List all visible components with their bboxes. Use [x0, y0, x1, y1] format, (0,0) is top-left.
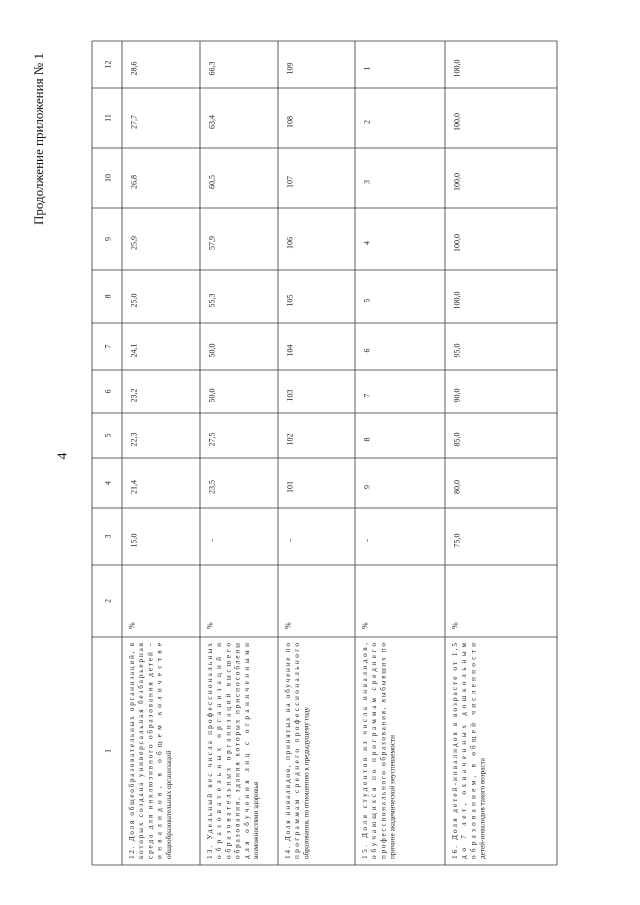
table-grid — [92, 41, 557, 865]
indicator-name-line: инвалидов, в общем количестве — [155, 643, 164, 859]
unit-cell: % — [450, 622, 460, 629]
value-cell: - — [285, 539, 295, 542]
value-cell: 101 — [285, 481, 295, 493]
value-cell: 50,0 — [207, 388, 217, 403]
unit-cell: % — [360, 622, 370, 629]
value-cell: 21,4 — [129, 480, 139, 494]
header-cell: 12 — [103, 60, 113, 69]
value-cell: 90,0 — [452, 388, 462, 403]
header-cell: 3 — [103, 534, 113, 539]
table-row — [284, 63, 311, 860]
value-cell: 66,3 — [207, 61, 217, 76]
value-cell: 55,3 — [207, 293, 217, 308]
header-cell: 4 — [103, 481, 113, 485]
value-cell: 50,0 — [207, 343, 217, 358]
indicator-name-line: возможностями здоровья — [252, 781, 260, 859]
value-cell: 25,0 — [129, 293, 139, 308]
appendix-title-text: Продолжение приложения № 1 — [31, 53, 46, 225]
indicator-name-line: 13. Удельный вес числа профессиональных — [206, 643, 214, 859]
value-cell: 63,4 — [207, 115, 217, 129]
value-cell: 26,8 — [129, 175, 139, 189]
indicator-name-line: 15. Доля студентов из числа инвалидов, — [361, 643, 369, 859]
indicator-name-line: образовательных организаций и — [215, 643, 224, 859]
indicator-name-line: образования, по отношению к предыдущему году — [302, 706, 311, 859]
value-cell: 15,0 — [129, 533, 139, 548]
indicator-name-line: детей-инвалидов такого возраста — [478, 757, 487, 859]
value-cell: 23,2 — [129, 388, 139, 403]
value-cell: 9 — [362, 485, 372, 489]
unit-cell: % — [283, 622, 293, 629]
indicator-name-line: 16. Доля детей-инвалидов в возрасте от 1,5 — [451, 643, 459, 859]
value-cell: 8 — [362, 437, 372, 442]
header-cell: 7 — [103, 344, 113, 349]
header-cell: 1 — [103, 749, 113, 753]
indicator-name-line: до 7 лет, охваченных дошкольным — [460, 643, 469, 859]
value-cell: 24,1 — [129, 343, 139, 358]
table-header-row — [104, 61, 113, 754]
value-cell: 23,5 — [207, 480, 217, 494]
value-cell: 107 — [285, 176, 295, 188]
value-cell: - — [207, 539, 217, 542]
header-cell: 9 — [103, 237, 113, 241]
table-row — [206, 62, 261, 860]
indicator-name-line: образованием, в общей численности — [469, 643, 478, 859]
value-cell: 108 — [285, 116, 295, 128]
value-cell: 75,0 — [452, 533, 462, 548]
value-cell: 22,3 — [129, 432, 139, 447]
value-cell: 95,0 — [452, 343, 462, 358]
value-cell: 106 — [285, 237, 295, 249]
indicator-name-line: образования, здания которых приспособлены — [233, 643, 242, 859]
value-cell: 25,9 — [129, 236, 139, 250]
indicator-name-line: 14. Доля инвалидов, принятых на обучение по — [284, 643, 292, 859]
value-cell: 27,7 — [129, 115, 139, 129]
value-cell: 100,0 — [452, 291, 462, 310]
value-cell: 105 — [285, 294, 295, 307]
value-cell: 104 — [285, 344, 295, 357]
value-cell: 100,0 — [452, 59, 462, 78]
value-cell: 103 — [285, 389, 295, 402]
value-cell: 5 — [362, 298, 372, 303]
value-cell: 3 — [362, 180, 372, 184]
header-cell: 11 — [103, 114, 113, 122]
indicator-name-line: программам среднего профессионального — [293, 643, 302, 859]
header-cell: 10 — [103, 174, 113, 182]
unit-cell: % — [127, 622, 137, 629]
table-row — [361, 67, 397, 860]
indicator-name-line: которых создана универсальная безбарьерная — [137, 643, 146, 859]
value-cell: 27,5 — [207, 432, 217, 447]
table-row — [451, 60, 487, 860]
value-cell: 100,0 — [452, 173, 462, 191]
indicator-name-line: профессионального образования, выбывших по — [379, 643, 388, 859]
value-cell: 57,9 — [207, 236, 217, 250]
indicator-name-line: образовательных организаций высшего — [224, 643, 233, 859]
header-cell: 5 — [103, 433, 113, 438]
indicator-name-line: обучающихся по программам среднего — [370, 643, 379, 859]
indicator-name-line: среда для инклюзивного образования детей – — [146, 643, 155, 859]
value-cell: 7 — [362, 393, 372, 398]
header-cell: 8 — [103, 294, 113, 299]
value-cell: 100,0 — [452, 234, 462, 252]
indicator-name-line: причине академической неуспеваемости — [388, 735, 397, 859]
indicator-name-line: общеобразовательных организаций — [164, 750, 173, 859]
value-cell: 6 — [362, 348, 372, 353]
value-cell: 1 — [362, 66, 372, 71]
value-cell: 4 — [362, 241, 372, 245]
table-row — [128, 62, 173, 860]
unit-cell: % — [205, 622, 215, 629]
value-cell: 80,0 — [452, 480, 462, 494]
header-cell: 6 — [103, 389, 113, 394]
value-cell: 60,5 — [207, 175, 217, 189]
header-cell: 2 — [103, 599, 113, 603]
indicator-name-line: 12. Доля общеобразовательных организаций, в — [128, 643, 136, 859]
value-cell: 85,0 — [452, 432, 462, 447]
value-cell: 28,6 — [129, 61, 139, 76]
value-cell: 2 — [362, 120, 372, 124]
indicator-name-line: для обучения лиц с ограниченными — [242, 643, 251, 859]
value-cell: - — [362, 539, 372, 542]
page-number: 4 — [55, 452, 71, 460]
value-cell: 102 — [285, 433, 295, 446]
value-cell: 109 — [285, 62, 295, 75]
value-cell: 100,0 — [452, 113, 462, 131]
